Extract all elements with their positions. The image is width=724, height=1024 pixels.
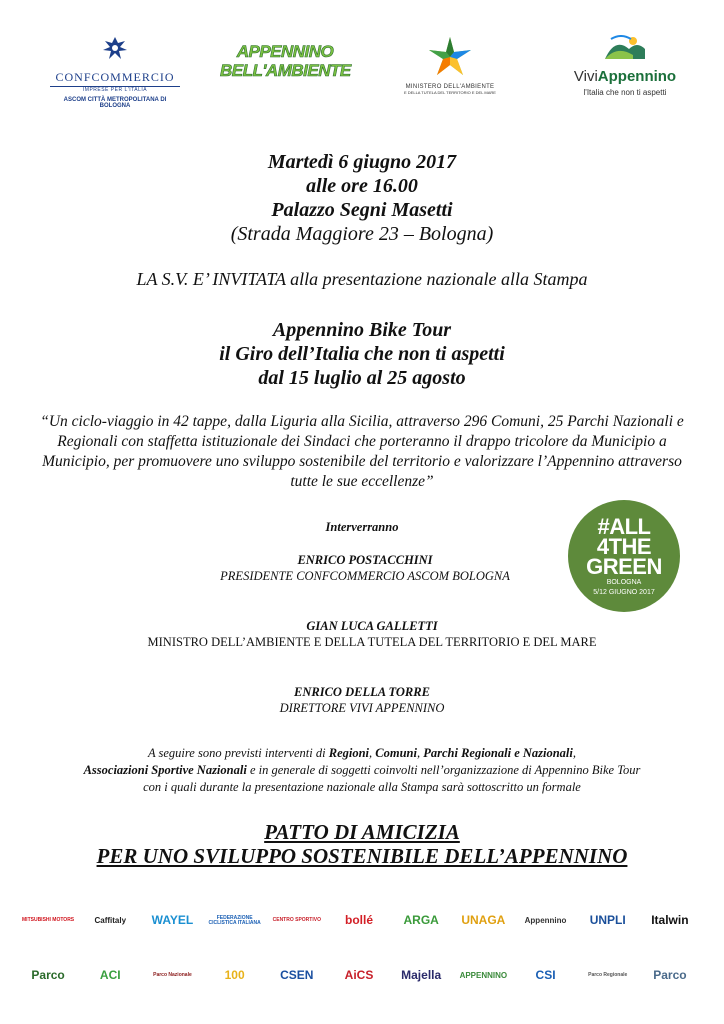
event-date: Martedì 6 giugno 2017 [267, 151, 457, 173]
patto-line2: PER UNO SVILUPPO SOSTENIBILE DELL’APPENNINO [96, 844, 628, 868]
eagle-emblem-icon [101, 35, 129, 63]
speaker-1 [180, 552, 550, 584]
vivi-prefix: Vivi [573, 68, 598, 85]
patto-line1: PATTO DI AMICIZIA [264, 820, 460, 844]
badge-line1: #ALL [597, 514, 651, 539]
sponsor-logo: UNAGA [461, 913, 506, 928]
follow-bold: Associazioni Sportive Nazionali [83, 763, 247, 777]
sponsor-logo: ARGA [403, 913, 439, 928]
vivi-name-bold: Appennino [597, 68, 677, 85]
ministero-line1: MINISTERO DELL'AMBIENTE [405, 84, 495, 90]
follow-sep: , [369, 746, 376, 760]
sponsor-logo: CSEN [280, 968, 314, 983]
speaker-3 [210, 684, 514, 716]
sponsor-logo: Parco [31, 968, 65, 983]
event-details [0, 150, 724, 246]
badge-city: BOLOGNA [606, 579, 642, 586]
sponsor-logo: 100 [224, 968, 245, 983]
sponsor-logo: Italwin [651, 913, 689, 928]
sponsor-logo: Parco Regionale [588, 972, 628, 979]
header-logos [40, 35, 690, 109]
sponsor-logo: Parco [653, 968, 687, 983]
follow-sep: , [572, 746, 577, 760]
sponsor-logo: bollé [344, 913, 373, 928]
follow-text: e in generale di soggetti coinvolti nell’organizzazione di Appennino Bike Tour [246, 763, 641, 777]
follow-text: A seguire sono previsti interventi di [147, 746, 329, 760]
vivi-appennino-name [565, 68, 685, 85]
sponsor-logo: CENTRO SPORTIVO [272, 917, 321, 924]
follow-sep: , [416, 746, 424, 760]
event-title [0, 318, 724, 390]
sponsor-logo: Caffitaly [94, 915, 127, 925]
star-icon [427, 35, 473, 79]
sponsor-logo: UNPLI [589, 913, 626, 928]
speaker-role: MINISTRO DELL’AMBIENTE E DELLA TUTELA DEL TERRITORIO E DEL MARE [147, 635, 597, 649]
speaker-role: DIRETTORE VIVI APPENNINO [279, 701, 445, 715]
sponsor-logo: Parco Nazionale [153, 972, 192, 979]
patto-heading [0, 820, 724, 868]
sponsor-logo: MITSUBISHI MOTORS [22, 917, 75, 924]
event-address: (Strada Maggiore 23 – Bologna) [230, 223, 494, 245]
speaker-name: ENRICO POSTACCHINI [297, 553, 433, 567]
speaker-role: PRESIDENTE CONFCOMMERCIO ASCOM BOLOGNA [220, 569, 510, 583]
appennino-ambiente-line2: BELL'AMBIENTE [220, 61, 351, 80]
vivi-tagline: l'Italia che non ti aspetti [583, 88, 667, 97]
sponsor-logo: Majella [401, 968, 442, 983]
speaker-name: ENRICO DELLA TORRE [294, 685, 430, 699]
sponsor-logo: APPENNINO [459, 970, 508, 980]
confcommercio-sub: IMPRESE PER L'ITALIA [82, 87, 148, 93]
sponsor-logo: Appennino [524, 915, 567, 925]
sponsor-logos-row1 [20, 900, 704, 942]
follow-paragraph [28, 745, 696, 796]
follow-text: con i quali durante la presentazione nazionale alla Stampa sarà sottoscritto un formale [143, 780, 581, 794]
title-line3: dal 15 luglio al 25 agosto [258, 367, 466, 389]
sponsor-logo: FEDERAZIONE CICLISTICA ITALIANA [208, 914, 261, 926]
sponsor-logo: CSI [535, 968, 556, 983]
speaker-2 [60, 618, 684, 650]
title-line1: Appennino Bike Tour [272, 319, 452, 341]
appennino-ambiente-line1: APPENNINO [236, 42, 334, 61]
follow-bold: Regioni [328, 746, 370, 760]
badge-dates: 5/12 GIUGNO 2017 [593, 589, 655, 596]
speaker-name: GIAN LUCA GALLETTI [306, 619, 438, 633]
sponsor-logo: ACI [99, 968, 121, 983]
title-line2: il Giro dell’Italia che non ti aspetti [219, 343, 505, 365]
badge-line3: GREEN [586, 554, 662, 579]
confcommercio-name: CONFCOMMERCIO [50, 70, 180, 87]
event-time: alle ore 16.00 [306, 175, 418, 197]
ministero-logo [390, 35, 510, 95]
badge-line2: 4THE [596, 534, 652, 559]
confcommercio-logo [50, 35, 180, 109]
sponsor-logo: AiCS [344, 968, 374, 983]
ministero-line2: E DELLA TUTELA DEL TERRITORIO E DEL MARE [404, 90, 496, 95]
follow-bold: Comuni [375, 746, 417, 760]
hills-icon [603, 35, 647, 61]
sponsor-logo: WAYEL [151, 913, 194, 928]
event-venue: Palazzo Segni Masetti [271, 199, 453, 221]
confcommercio-sub2: ASCOM CITTÀ METROPOLITANA DI BOLOGNA [63, 97, 167, 109]
speakers-heading: Interverranno [325, 520, 399, 534]
all4thegreen-badge [568, 500, 680, 612]
follow-bold: Parchi Regionali e Nazionali [423, 746, 573, 760]
invitation-line: LA S.V. E’ INVITATA alla presentazione nazionale alla Stampa [136, 269, 588, 289]
sponsor-logos-row2 [20, 955, 704, 997]
appennino-ambiente-logo [220, 42, 350, 80]
vivi-appennino-logo [565, 35, 685, 97]
quote-paragraph: “Un ciclo-viaggio in 42 tappe, dalla Liguria alla Sicilia, attraverso 296 Comuni, 25 Parchi Nazionali e Regionali con staffetta istituzionale dei Sindaci che porteranno il drappo tricolore da Municipio a Municipio, per promuovere uno sviluppo sostenibile del territorio e valorizzare l’Appennino attraverso tutte le sue eccellenze” [40, 413, 684, 490]
